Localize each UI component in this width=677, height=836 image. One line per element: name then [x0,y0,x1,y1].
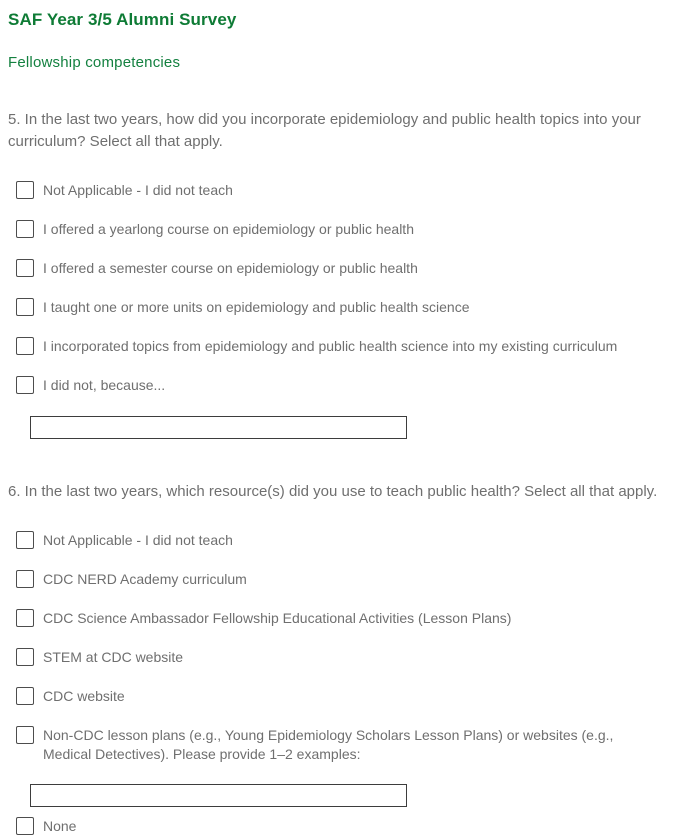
q5-option-row-5 [16,376,669,395]
q6-option-6-label[interactable]: None [43,818,77,834]
q5-option-1-checkbox[interactable] [16,220,34,238]
q6-option-2-label[interactable]: CDC Science Ambassador Fellowship Educational Activities (Lesson Plans) [43,610,512,626]
q5-option-row-0 [16,181,669,200]
q5-option-0-label[interactable]: Not Applicable - I did not teach [43,182,233,198]
q6-option-5-checkbox[interactable] [16,726,34,744]
q5-option-2-label[interactable]: I offered a semester course on epidemiology or public health [43,260,418,276]
q6-option-row-6 [16,817,669,836]
q6-option-row-5 [16,726,669,764]
q6-option-row-0 [16,531,669,550]
q6-option-1-label[interactable]: CDC NERD Academy curriculum [43,571,247,587]
q6-option-row-3 [16,648,669,667]
q6-examples-input[interactable] [30,784,407,807]
q5-did-not-because-input[interactable] [30,416,407,439]
q5-option-4-checkbox[interactable] [16,337,34,355]
q6-option-0-checkbox[interactable] [16,531,34,549]
q6-options [8,531,669,836]
q6-option-6-checkbox[interactable] [16,817,34,835]
q5-option-5-checkbox[interactable] [16,376,34,394]
q6-option-5-label[interactable]: Non-CDC lesson plans (e.g., Young Epidemiology Scholars Lesson Plans) or websites (e.g., Medical Detectives). Please provide 1–2 examples: [43,727,614,762]
q5-option-row-3 [16,298,669,317]
q5-option-row-2 [16,259,669,278]
q6-option-0-label[interactable]: Not Applicable - I did not teach [43,532,233,548]
q6-option-3-label[interactable]: STEM at CDC website [43,649,184,665]
question-q6 [8,481,669,836]
q6-option-3-checkbox[interactable] [16,648,34,666]
q6-option-4-checkbox[interactable] [16,687,34,705]
q6-option-row-1 [16,570,669,589]
q5-option-3-checkbox[interactable] [16,298,34,316]
q6-option-row-4 [16,687,669,706]
q5-option-1-label[interactable]: I offered a yearlong course on epidemiology or public health [43,221,414,237]
q5-question-text: 5. In the last two years, how did you incorporate epidemiology and public health topics into your curriculum? Select all that apply. [8,111,641,150]
q5-option-3-label[interactable]: I taught one or more units on epidemiology and public health science [43,299,470,315]
q6-question-text: 6. In the last two years, which resource(s) did you use to teach public health? Select all that apply. [8,483,658,500]
page-title: SAF Year 3/5 Alumni Survey [8,10,237,29]
q6-option-row-2 [16,609,669,628]
q5-option-2-checkbox[interactable] [16,259,34,277]
q5-option-row-1 [16,220,669,239]
q5-options [8,181,669,439]
question-q5 [8,109,669,439]
q5-option-0-checkbox[interactable] [16,181,34,199]
section-heading: Fellowship competencies [8,54,181,71]
q6-option-4-label[interactable]: CDC website [43,688,125,704]
q5-option-row-4 [16,337,669,356]
questions-container [8,109,669,836]
q6-option-2-checkbox[interactable] [16,609,34,627]
q5-option-5-label[interactable]: I did not, because... [43,377,166,393]
q5-option-4-label[interactable]: I incorporated topics from epidemiology and public health science into my existing curriculum [43,338,618,354]
q6-option-1-checkbox[interactable] [16,570,34,588]
